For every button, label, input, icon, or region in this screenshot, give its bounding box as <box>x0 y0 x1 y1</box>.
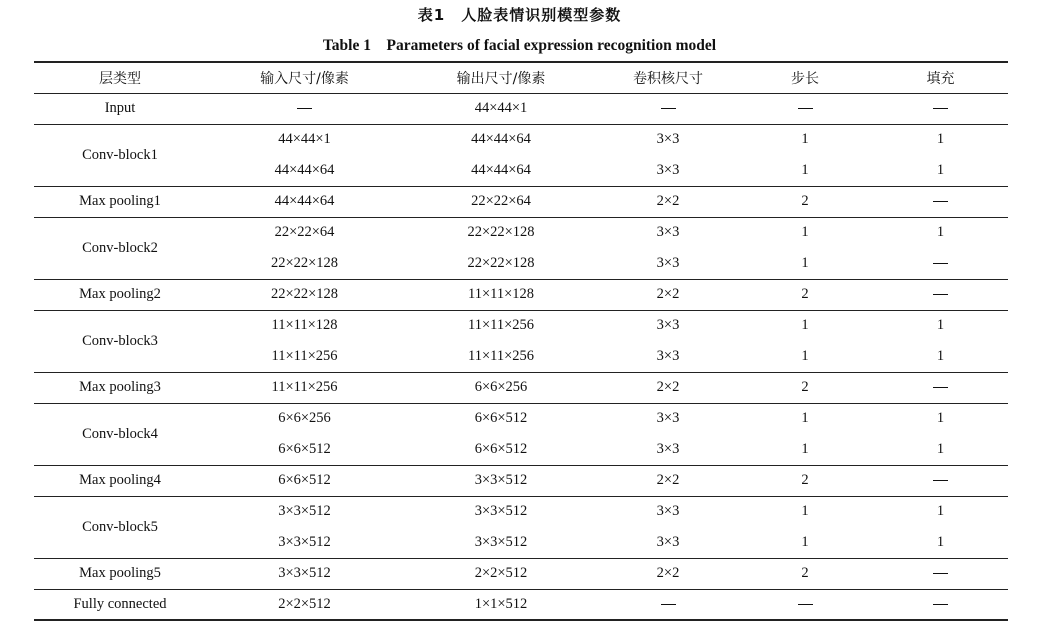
cell-stride: 1 <box>737 217 873 248</box>
cell-padding <box>873 465 1008 496</box>
cell-kernel <box>599 93 737 124</box>
cell-padding <box>873 93 1008 124</box>
dash-mark <box>661 604 676 606</box>
cell-stride: 1 <box>801 161 809 178</box>
cell-output: 6×6×512 <box>403 403 599 434</box>
cell-input: 3×3×512 <box>278 533 331 550</box>
cell-stride <box>737 93 873 124</box>
dash-mark <box>933 387 948 389</box>
cell-kernel: 3×3 <box>599 124 737 155</box>
dash-mark <box>933 201 948 203</box>
cell-padding <box>873 279 1008 310</box>
dash-mark <box>933 604 948 606</box>
cell-padding <box>873 558 1008 589</box>
cell-kernel: 3×3 <box>656 254 680 271</box>
table-title-chinese: 表1 人脸表情识别模型参数 <box>417 6 622 24</box>
dash-mark <box>933 108 948 110</box>
cell-stride: 1 <box>737 496 873 527</box>
cell-output: 11×11×256 <box>403 310 599 341</box>
dash-mark <box>798 604 813 606</box>
cell-output: 3×3×512 <box>403 496 599 527</box>
cell-layer-type: Max pooling2 <box>34 279 206 310</box>
cell-layer-type: Fully connected <box>34 589 206 620</box>
cell-padding <box>873 248 1008 279</box>
cell-stride: 2 <box>737 186 873 217</box>
cell-kernel: 3×3 <box>656 347 680 364</box>
table-body <box>34 93 1008 620</box>
cell-stride: 1 <box>801 533 809 550</box>
cell-input: 22×22×128 <box>270 254 339 271</box>
cell-layer-type: Max pooling4 <box>34 465 206 496</box>
dash-mark <box>933 573 948 575</box>
cell-output: 1×1×512 <box>403 589 599 620</box>
table-row <box>34 93 1008 124</box>
cell-padding: 1 <box>873 496 1008 527</box>
cell-layer-type: Max pooling5 <box>34 558 206 589</box>
table-row <box>34 589 1008 620</box>
cell-output: 22×22×128 <box>467 254 535 271</box>
cell-stride: 1 <box>801 254 809 271</box>
cell-stride: 2 <box>737 372 873 403</box>
cell-output: 11×11×128 <box>403 279 599 310</box>
cell-padding: 1 <box>873 124 1008 155</box>
cell-stride: 1 <box>737 310 873 341</box>
cell-output: 6×6×256 <box>403 372 599 403</box>
cell-input: 6×6×512 <box>206 465 403 496</box>
cell-kernel: 3×3 <box>599 403 737 434</box>
table-row <box>34 279 1008 310</box>
header-kernel-size: 卷积核尺寸 <box>599 62 737 93</box>
cell-output: 3×3×512 <box>403 465 599 496</box>
cell-kernel: 2×2 <box>599 465 737 496</box>
cell-kernel: 3×3 <box>656 533 680 550</box>
table-row <box>34 372 1008 403</box>
cell-input: 2×2×512 <box>206 589 403 620</box>
header-layer-type: 层类型 <box>34 62 206 93</box>
cell-padding <box>873 372 1008 403</box>
cell-padding: 1 <box>873 217 1008 248</box>
cell-padding: 1 <box>873 403 1008 434</box>
cell-padding <box>873 589 1008 620</box>
cell-output: 44×44×64 <box>403 124 599 155</box>
cell-stride: 2 <box>737 465 873 496</box>
cell-kernel: 2×2 <box>599 186 737 217</box>
cell-input: 3×3×512 <box>206 496 403 527</box>
cell-stride: 2 <box>737 558 873 589</box>
dash-mark <box>933 294 948 296</box>
cell-output: 11×11×256 <box>467 347 535 364</box>
cell-kernel: 3×3 <box>656 161 680 178</box>
cell-stride: 2 <box>737 279 873 310</box>
cell-output: 22×22×64 <box>403 186 599 217</box>
table-row <box>34 186 1008 217</box>
cell-padding: 1 <box>936 533 945 550</box>
cell-input: 22×22×128 <box>206 279 403 310</box>
header-input-size: 输入尺寸/像素 <box>206 62 403 93</box>
table-row <box>34 558 1008 589</box>
header-row <box>34 62 1008 93</box>
cell-stride: 1 <box>737 124 873 155</box>
cell-output: 3×3×512 <box>474 533 528 550</box>
cell-layer-type: Conv-block4 <box>34 403 206 465</box>
cell-input: 11×11×256 <box>271 347 338 364</box>
cell-input: 6×6×256 <box>206 403 403 434</box>
cell-layer-type: Max pooling3 <box>34 372 206 403</box>
dash-mark <box>798 108 813 110</box>
cell-kernel: 2×2 <box>599 279 737 310</box>
table-row <box>34 496 1008 527</box>
cell-stride: 1 <box>801 347 809 364</box>
table-row <box>34 310 1008 341</box>
cell-layer-type: Conv-block5 <box>34 496 206 558</box>
table-title-english: Table 1 Parameters of facial expression recognition model <box>322 37 717 54</box>
table-row <box>34 465 1008 496</box>
table-row <box>34 124 1008 155</box>
cell-layer-type: Conv-block1 <box>34 124 206 186</box>
cell-output: 22×22×128 <box>403 217 599 248</box>
cell-input: 11×11×256 <box>206 372 403 403</box>
cell-input: 6×6×512 <box>278 440 331 457</box>
parameters-table <box>34 61 1008 621</box>
dash-mark <box>933 480 948 482</box>
cell-padding: 1 <box>936 347 945 364</box>
cell-kernel: 2×2 <box>599 372 737 403</box>
cell-output: 44×44×1 <box>474 100 528 116</box>
cell-kernel: 2×2 <box>599 558 737 589</box>
cell-stride: 1 <box>801 440 809 457</box>
table-row <box>34 403 1008 434</box>
cell-layer-type: Input <box>104 100 136 116</box>
cell-layer-type: Max pooling1 <box>34 186 206 217</box>
cell-input: 44×44×64 <box>274 161 335 178</box>
header-stride: 步长 <box>737 62 873 93</box>
cell-input: 44×44×1 <box>206 124 403 155</box>
cell-stride: 1 <box>737 403 873 434</box>
header-output-size: 输出尺寸/像素 <box>403 62 599 93</box>
dash-mark <box>297 108 312 110</box>
cell-input: 22×22×64 <box>206 217 403 248</box>
cell-padding <box>873 186 1008 217</box>
cell-padding: 1 <box>873 310 1008 341</box>
cell-kernel: 3×3 <box>656 440 680 457</box>
cell-kernel: 3×3 <box>599 310 737 341</box>
cell-input: 44×44×64 <box>206 186 403 217</box>
cell-layer-type: Conv-block3 <box>34 310 206 372</box>
dash-mark <box>933 263 948 265</box>
cell-input: 3×3×512 <box>206 558 403 589</box>
cell-stride <box>737 589 873 620</box>
header-padding: 填充 <box>873 62 1008 93</box>
table-row <box>34 217 1008 248</box>
cell-padding: 1 <box>936 161 945 178</box>
dash-mark <box>661 108 676 110</box>
cell-layer-type: Conv-block2 <box>34 217 206 279</box>
cell-output: 2×2×512 <box>403 558 599 589</box>
cell-kernel <box>599 589 737 620</box>
cell-input: 11×11×128 <box>206 310 403 341</box>
cell-kernel: 3×3 <box>599 217 737 248</box>
cell-padding: 1 <box>936 440 945 457</box>
cell-output: 44×44×64 <box>471 161 531 178</box>
cell-kernel: 3×3 <box>599 496 737 527</box>
cell-input <box>206 93 403 124</box>
cell-output: 6×6×512 <box>474 440 528 457</box>
